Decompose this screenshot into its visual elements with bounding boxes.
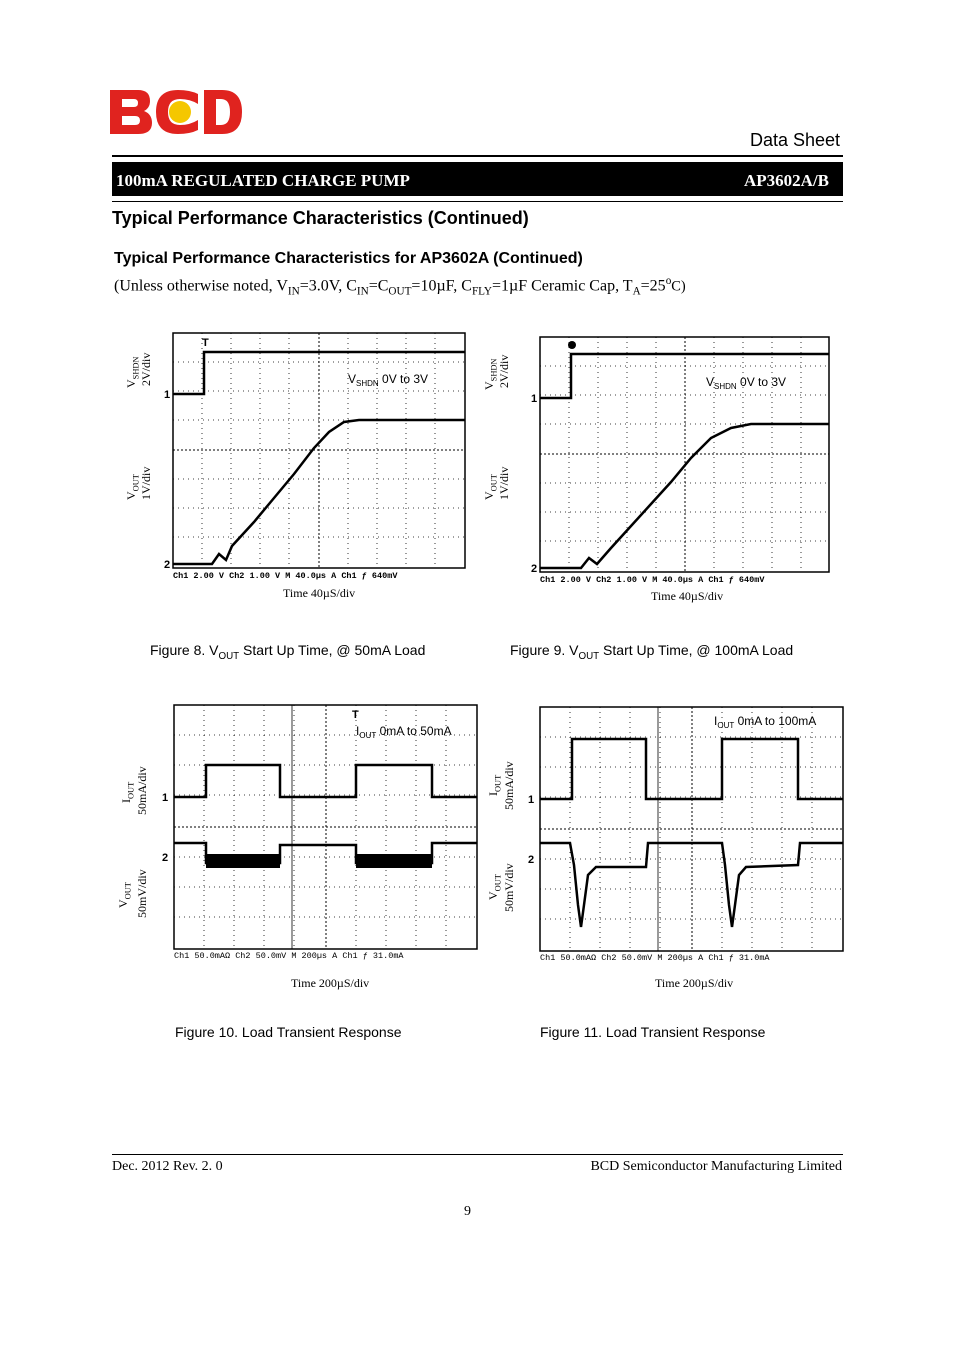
fig11-status-line: Ch1 50.0mAΩ Ch2 50.0mV M 200µs A Ch1 ƒ 31.0mA: [540, 953, 770, 963]
svg-text:2: 2: [528, 854, 535, 866]
footer-date-revision: Dec. 2012 Rev. 2. 0: [112, 1159, 223, 1174]
svg-text:1: 1: [162, 792, 169, 804]
fig9-scope-screen: [531, 336, 833, 584]
fig10-annotation: $I_{OUT}$ 0mA to 50mA: [356, 724, 452, 740]
header-rule: [112, 155, 843, 157]
svg-text:1: 1: [164, 389, 171, 401]
fig11-ylabel-top: $I_{OUT}$: [486, 774, 503, 796]
title-bar: [112, 162, 843, 196]
fig11-time-label: Time 200µS/div: [655, 976, 734, 990]
footer-rule: [112, 1154, 843, 1155]
svg-text:T: T: [352, 709, 359, 721]
part-number: AP3602A/B: [744, 171, 829, 190]
fig10-ylabel-bottom: $V_{OUT}$: [116, 882, 133, 908]
svg-text:2: 2: [162, 852, 169, 864]
fig9-time-label: Time 40µS/div: [651, 589, 724, 603]
test-conditions: (Unless otherwise noted, $V_{IN}=3.0V$, $C_{IN}=C_{OUT}=10\mu F$, $C_{FLY}=1\mu F$ Ceramic Cap, $T_A=25^oC$): [114, 275, 686, 298]
title-bar-rule: [112, 201, 843, 202]
fig9-annotation: $V_{SHDN}$ 0V to 3V: [706, 375, 787, 391]
fig10-status-line: Ch1 50.0mAΩ Ch2 50.0mV M 200µs A Ch1 ƒ 31.0mA: [174, 951, 404, 961]
svg-text:T: T: [202, 337, 209, 349]
fig9-status-line: Ch1 2.00 V Ch2 1.00 V M 40.0µs A Ch1 ƒ 640mV: [540, 575, 765, 584]
fig8-scope-screen: [164, 332, 468, 580]
fig11-ylabel-bottom: $V_{OUT}$: [486, 874, 503, 900]
fig9-ylabel-top-div: 2V/div: [497, 354, 511, 388]
fig8-status-line: Ch1 2.00 V Ch2 1.00 V M 40.0µs A Ch1 ƒ 640mV: [173, 571, 398, 580]
fig8-caption: Figure 8. $V_{OUT}$ Start Up Time, @ 50mA Load: [150, 642, 426, 662]
fig11-ylabel-bottom-div: 50mV/div: [502, 863, 516, 912]
subsection-title: Typical Performance Characteristics for AP3602A (Continued): [114, 250, 583, 267]
fig9-caption: Figure 9. $V_{OUT}$ Start Up Time, @ 100mA Load: [510, 642, 794, 662]
fig11-caption: Figure 11. Load Transient Response: [540, 1024, 766, 1040]
bcd-logo: [110, 88, 242, 136]
document-title: 100mA REGULATED CHARGE PUMP: [116, 171, 410, 190]
fig8-annotation: $V_{SHDN}$ 0V to 3V: [348, 372, 429, 388]
fig8-ylabel-top: $V_{SHDN}$: [124, 356, 141, 388]
fig8-ylabel-bottom: $V_{OUT}$: [124, 474, 141, 500]
fig8-time-label: Time 40µS/div: [283, 586, 356, 600]
fig10-caption: Figure 10. Load Transient Response: [175, 1024, 402, 1040]
svg-text:1: 1: [531, 393, 538, 405]
fig10-ylabel-bottom-div: 50mV/div: [135, 869, 149, 918]
section-title: Typical Performance Characteristics (Continued): [112, 208, 529, 228]
fig10-ylabel-top-div: 50mA/div: [135, 766, 149, 815]
fig11-annotation: $I_{OUT}$ 0mA to 100mA: [714, 714, 817, 730]
fig10-time-label: Time 200µS/div: [291, 976, 370, 990]
fig9-ylabel-top: $V_{SHDN}$: [482, 358, 499, 390]
data-sheet-label: Data Sheet: [750, 130, 841, 150]
fig8-ylabel-top-div: 2V/div: [139, 352, 153, 386]
svg-text:1: 1: [528, 794, 535, 806]
footer-company: BCD Semiconductor Manufacturing Limited: [590, 1159, 842, 1174]
page-number: 9: [464, 1204, 471, 1219]
fig10-ylabel-top: $I_{OUT}$: [119, 781, 136, 803]
fig9-ylabel-bottom: $V_{OUT}$: [482, 474, 499, 500]
fig9-ylabel-bottom-div: 1V/div: [497, 466, 511, 500]
fig10-scope-screen: [160, 703, 480, 961]
svg-text:2: 2: [531, 563, 538, 575]
fig11-ylabel-top-div: 50mA/div: [502, 761, 516, 810]
fig8-ylabel-bottom-div: 1V/div: [139, 466, 153, 500]
fig11-scope-screen: [526, 705, 846, 963]
svg-text:2: 2: [164, 559, 171, 571]
